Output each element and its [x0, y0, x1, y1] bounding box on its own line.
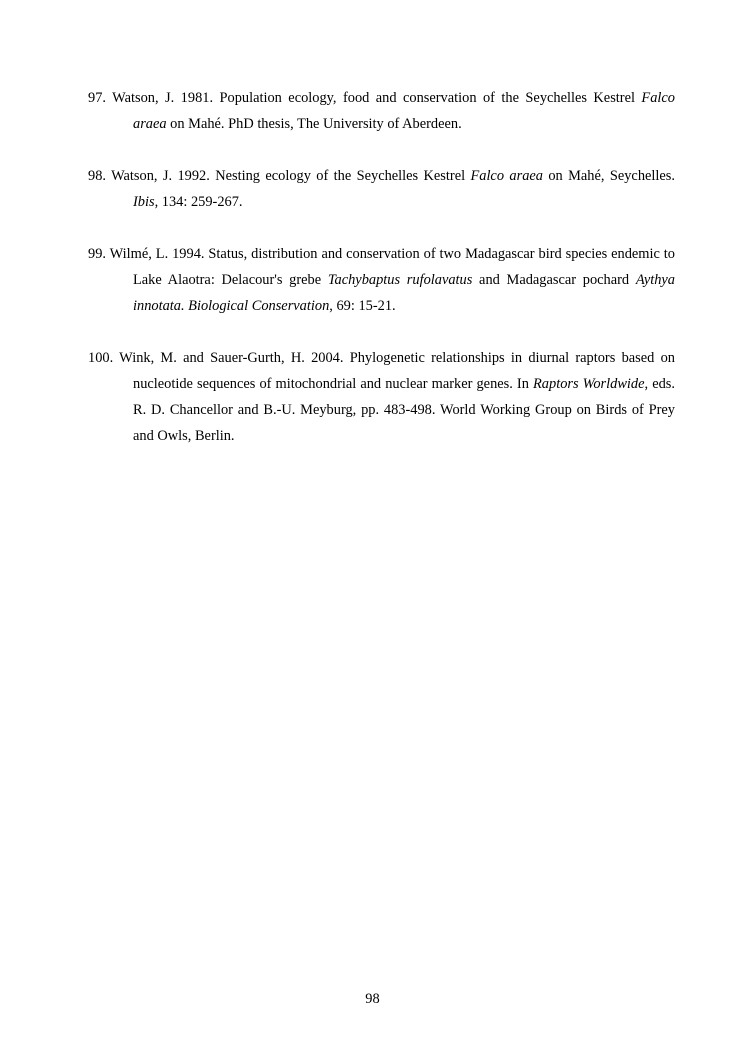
reference-100 [88, 345, 675, 449]
reference-text: Wink, M. and Sauer-Gurth, H. 2004. Phylogenetic relationships in diurnal raptors based on nucleotide sequences of mitochondrial and nuclear marker genes. In [113, 350, 675, 392]
reference-text: , eds. R. D. Chancellor and B.-U. Meyburg, pp. 483-498. World Working Group on Birds of Prey and Owls, Berlin. [133, 376, 675, 444]
reference-text: Wilmé, L. 1994. Status, distribution and conservation of two Madagascar bird species endemic to Lake Alaotra: Delacour's grebe [106, 246, 675, 288]
reference-number: 99. [88, 246, 106, 262]
reference-98 [88, 163, 675, 215]
reference-text: , 69: 15-21. [329, 298, 396, 314]
reference-number: 98. [88, 168, 106, 184]
book-title: Raptors Worldwide [533, 376, 645, 392]
reference-text: on Mahé. PhD thesis, The University of Aberdeen. [166, 116, 462, 132]
reference-text: Watson, J. 1981. Population ecology, food and conservation of the Seychelles Kestrel [106, 90, 642, 106]
species-name: Tachybaptus rufolavatus [327, 272, 473, 288]
species-name: Falco araea [470, 168, 543, 184]
reference-text: , 134: 259-267. [154, 194, 243, 210]
species-name: Falco araea [133, 90, 675, 132]
reference-list [88, 85, 675, 475]
reference-text: Watson, J. 1992. Nesting ecology of the Seychelles Kestrel [106, 168, 471, 184]
journal-name: Aythya innotata. Biological Conservation [133, 272, 675, 314]
reference-number: 100. [88, 350, 114, 366]
journal-name: Ibis [133, 194, 155, 210]
reference-text: and Madagascar pochard [472, 272, 636, 288]
reference-number: 97. [88, 90, 106, 106]
reference-text: on Mahé, Seychelles. [542, 168, 675, 184]
reference-99 [88, 241, 675, 319]
page-number: 98 [365, 991, 380, 1007]
reference-97 [88, 85, 675, 137]
